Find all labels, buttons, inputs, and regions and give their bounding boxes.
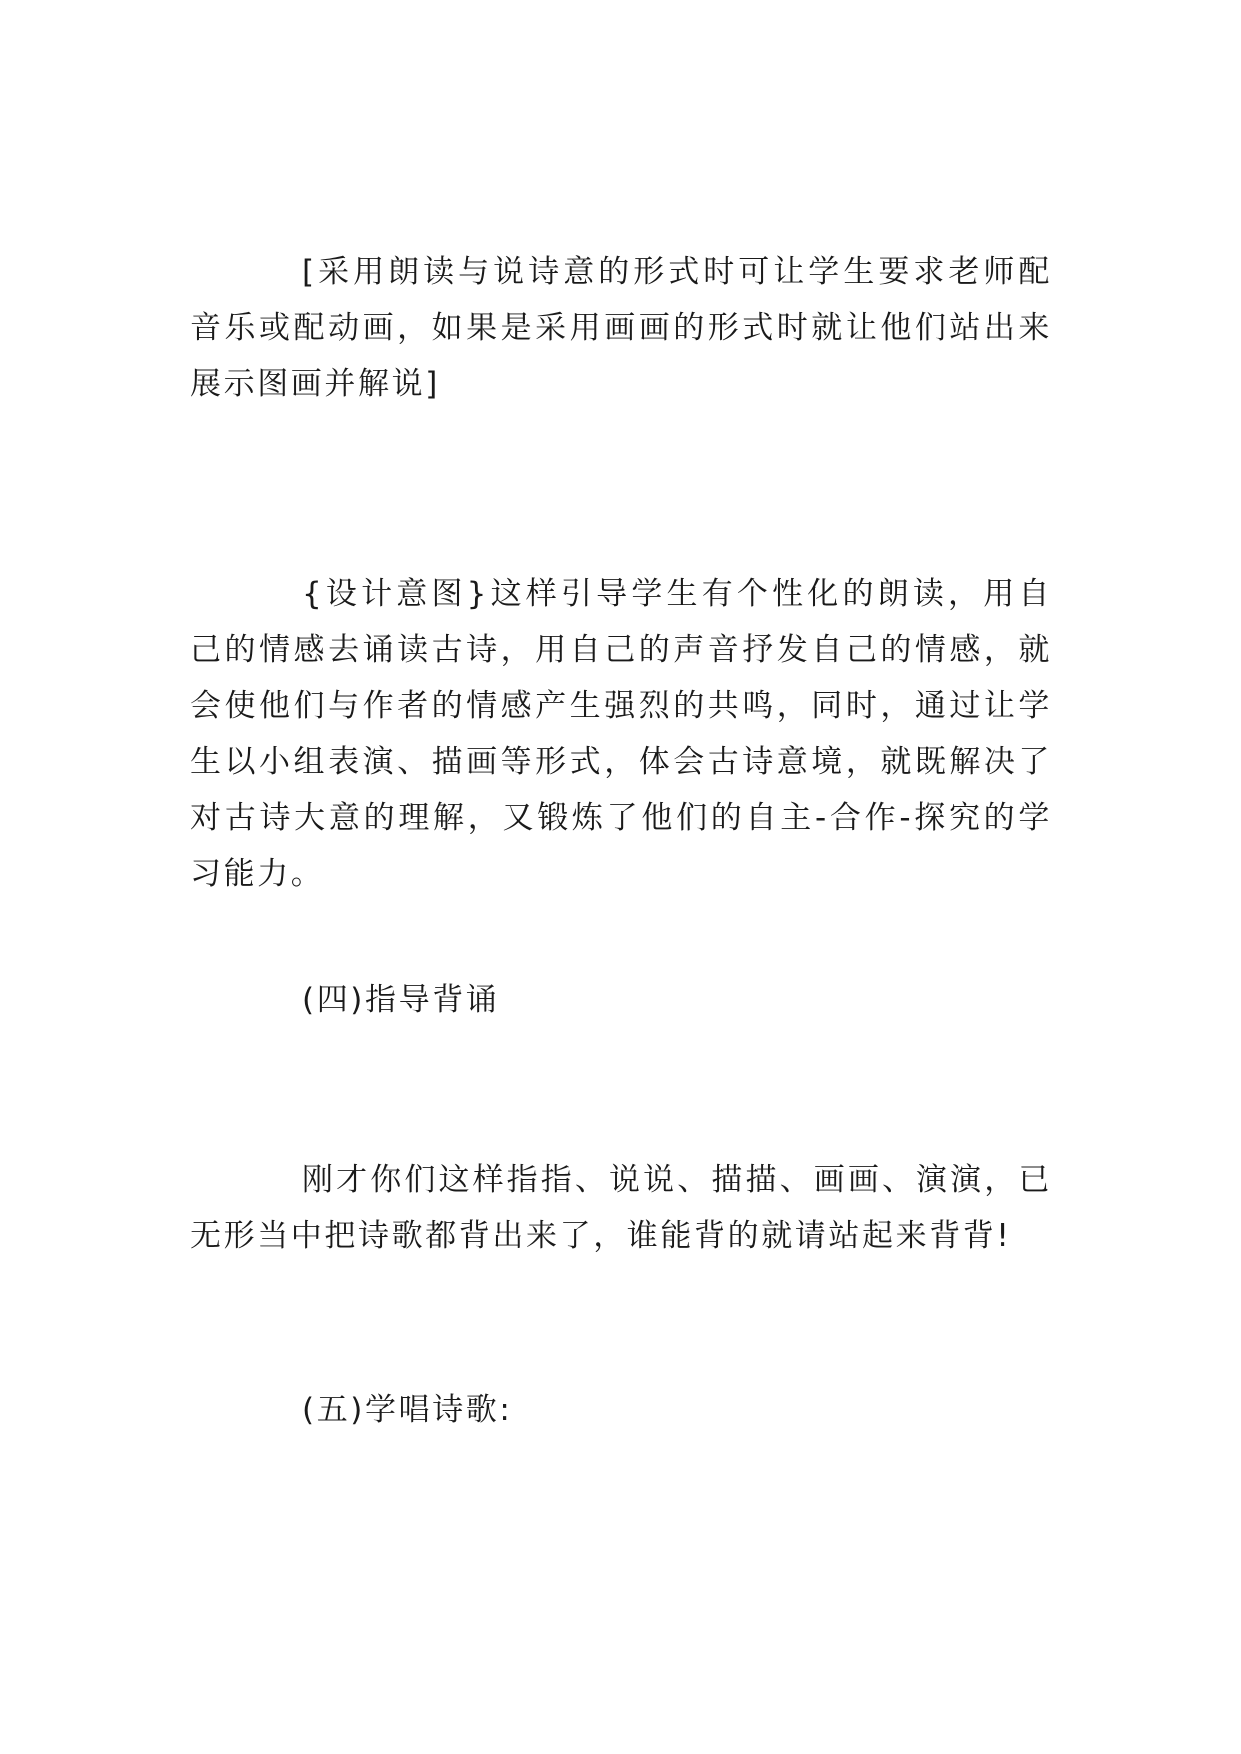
section-heading-recitation: (四)指导背诵 xyxy=(302,982,500,1018)
paragraph-recitation-prompt: 刚才你们这样指指、说说、描描、画画、演演，已无形当中把诗歌都背出来了，谁能背的就请站起来背背! xyxy=(190,1162,1052,1254)
section-heading-singing: (五)学唱诗歌: xyxy=(302,1392,513,1428)
paragraph-design-intent: {设计意图}这样引导学生有个性化的朗读，用自己的情感去诵读古诗，用自己的声音抒发自己的情感，就会使他们与作者的情感产生强烈的共鸣，同时，通过让学生以小组表演、描画等形式，体会古诗意境，就既解决了对古诗大意的理解，又锻炼了他们的自主-合作-探究的学习能力。 xyxy=(190,576,1052,892)
paragraph-teaching-note: [采用朗读与说诗意的形式时可让学生要求老师配音乐或配动画，如果是采用画画的形式时就让他们站出来展示图画并解说] xyxy=(190,254,1052,402)
